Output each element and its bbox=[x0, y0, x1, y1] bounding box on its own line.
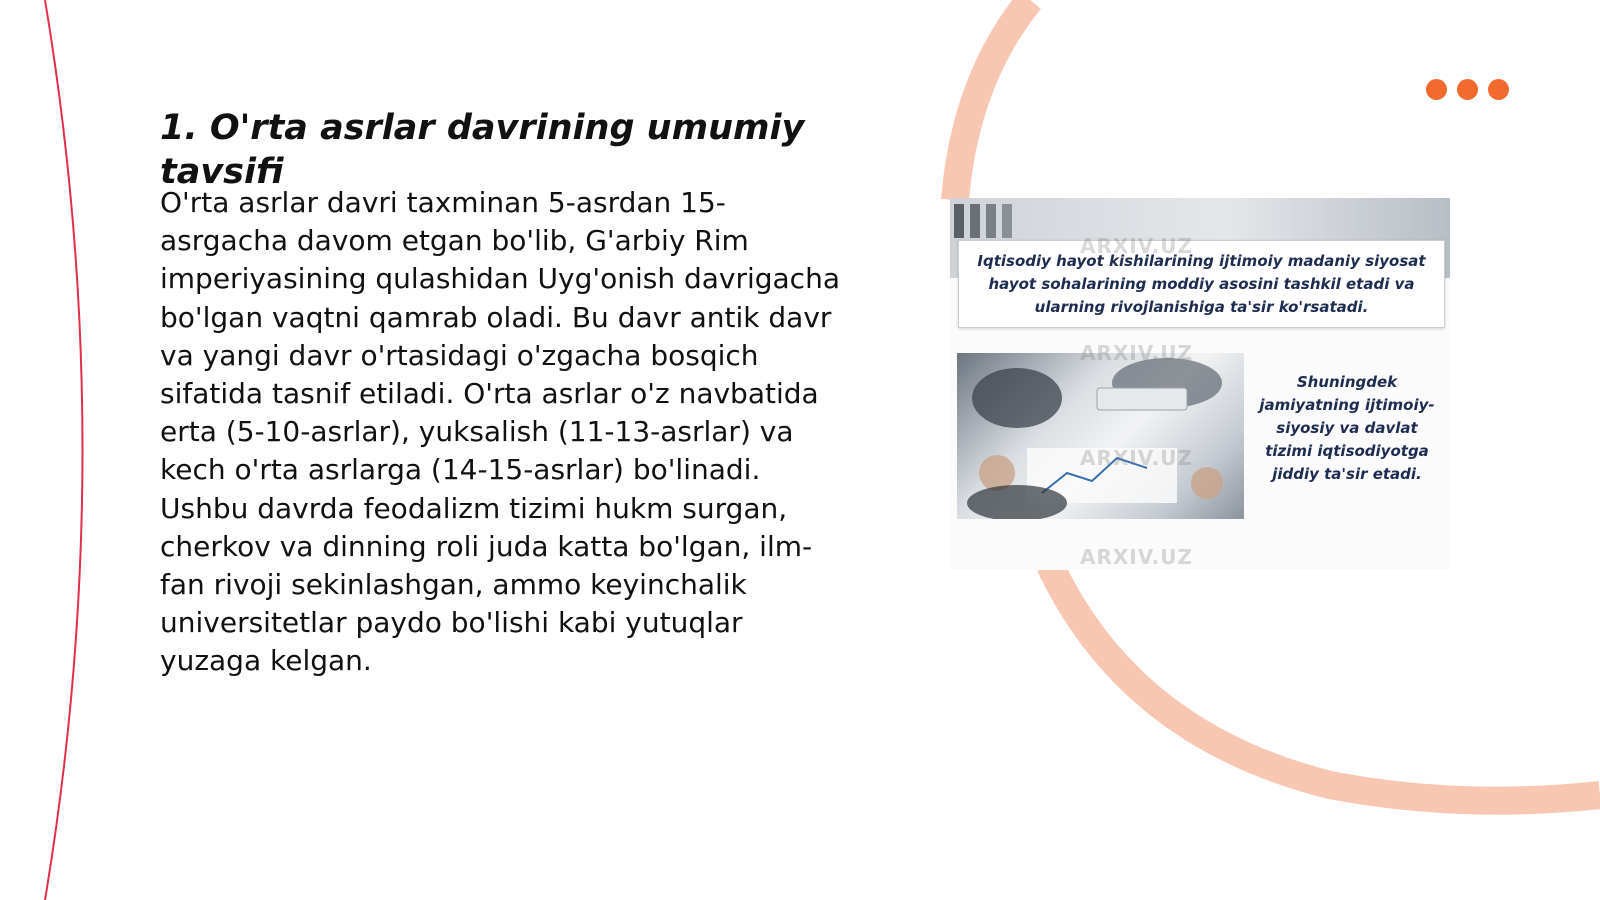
infographic-text-1: Iqtisodiy hayot kishilarining ijtimoiy madaniy siyosat hayot sohalarining moddiy asosini tashkil etadi va ularning rivojlanishiga ta'sir ko'rsatadi. bbox=[977, 251, 1426, 316]
dot-1 bbox=[1426, 79, 1447, 100]
slide-body-text: O'rta asrlar davri taxminan 5-asrdan 15-asrgacha davom etgan bo'lib, G'arbiy Rim imperiyasining qulashidan Uyg'onish davrigacha bo'lgan vaqtni qamrab oladi. Bu davr antik davr va yangi davr o'rtasidagi o'zgacha bosqich sifatida tasnif etiladi. O'rta asrlar o'z navbatida erta (5-10-asrlar), yuksalish (11-13-asrlar) va kech o'rta asrlarga (14-15-asrlar) bo'linadi. Ushbu davrda feodalizm tizimi hukm surgan, cherkov va dinning roli juda katta bo'lgan, ilm-fan rivoji sekinlashgan, ammo keyinchalik universitetlar paydo bo'lishi kabi yutuqlar yuzaga kelgan. bbox=[160, 186, 840, 678]
infographic-text-2: Shuningdek jamiyatning ijtimoiy-siyosiy va davlat tizimi iqtisodiyotga jiddiy ta'sir etadi. bbox=[1259, 372, 1435, 483]
infographic-image bbox=[950, 198, 1450, 570]
watermark: ARXIV.UZ bbox=[1080, 234, 1193, 258]
left-red-curve bbox=[45, 0, 83, 900]
dot-3 bbox=[1488, 79, 1509, 100]
slide-title: 1. O'rta asrlar davrining umumiy tavsifi bbox=[160, 108, 805, 192]
infographic-text-box-2 bbox=[1252, 368, 1442, 488]
pillars-icon bbox=[952, 200, 1042, 240]
watermark: ARXIV.UZ bbox=[1080, 446, 1193, 470]
peach-arc-bottom bbox=[1050, 565, 1600, 801]
watermark: ARXIV.UZ bbox=[1080, 341, 1193, 365]
dot-2 bbox=[1457, 79, 1478, 100]
business-meeting-photo bbox=[957, 353, 1244, 519]
meeting-illustration bbox=[957, 353, 1244, 519]
infographic-text-box-1 bbox=[958, 240, 1445, 328]
watermark: ARXIV.UZ bbox=[1080, 545, 1193, 569]
peach-arc-top bbox=[955, 0, 1030, 200]
three-dots-icon bbox=[1426, 79, 1514, 101]
